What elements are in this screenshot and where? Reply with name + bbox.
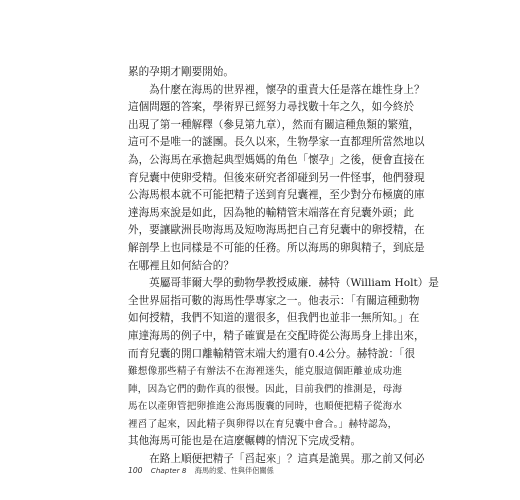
chapter-label: Chapter 8 — [150, 466, 187, 475]
text-line: 在路上順便把精子「舀起來」？這真是詭異。那之前又何必 — [128, 453, 425, 466]
text-line: 馬在以產卵管把卵推進公海馬腹囊的同時，也順便把精子從海水 — [128, 401, 403, 413]
text-line: 這個問題的答案，學術界已經努力尋找數十年之久，如今終於 — [128, 101, 415, 114]
body-text — [128, 64, 439, 469]
chapter-title: 海馬的愛、性與伴侶關係 — [194, 466, 274, 475]
text-line: 陣，因為它們的動作真的很慢。因此，目前我們的推測是，母海 — [128, 383, 403, 395]
text-line: 英屬哥菲爾大學的動物學教授威廉．赫特（William Holt）是 — [128, 277, 439, 290]
text-line: 解剖學上也同樣是不可能的任務。所以海馬的卵與精子，到底是 — [128, 241, 425, 254]
text-line: 而育兒囊的開口離輸精管末端大約還有0.4公分。赫特說：「很 — [128, 347, 415, 360]
text-line: 累的孕期才剛要開始。 — [128, 66, 234, 78]
text-line: 在哪裡且如何結合的？ — [128, 259, 234, 272]
text-line: 這可不是唯一的謎團。長久以來，生物學家一直都理所當然地以 — [128, 136, 425, 149]
text-line: 達海馬來說是如此，因為牠的輸精管末端落在育兒囊外頭；此 — [128, 206, 415, 219]
text-line: 庫達海馬的例子中，精子確實是在交配時從公海馬身上排出來， — [128, 329, 425, 342]
text-line: 裡舀了起來，因此精子與卵得以在育兒囊中會合。」赫特認為， — [128, 418, 398, 430]
text-line: 為什麼在海馬的世界裡，懷孕的重責大任是落在雄性身上？ — [128, 83, 425, 96]
text-line: 出現了第一種解釋（參見第九章），然而有關這種魚類的繁殖， — [128, 118, 420, 131]
text-line: 如何授精，我們不知道的還很多，但我們也並非一無所知。」在 — [128, 312, 420, 325]
text-line: 公海馬根本就不可能把精子送到育兒囊裡，至少對分布極廣的庫 — [128, 189, 425, 202]
page-number: 100 — [128, 466, 143, 475]
text-line: 外，要讓歐洲長吻海馬及短吻海馬把自己育兒囊中的卵授精，在 — [128, 224, 425, 237]
text-line: 為，公海馬在承擔起典型媽媽的角色「懷孕」之後，便會直接在 — [128, 153, 425, 166]
text-line: 其他海馬可能也是在這麼輾轉的情況下完成受精。 — [128, 435, 362, 448]
page-footer — [128, 466, 280, 476]
text-line: 育兒囊中使卵受精。但後來研究者卻碰到另一件怪事，他們發現 — [128, 171, 425, 184]
text-line: 全世界屈指可數的海馬性學專家之一。他表示：「有關這種動物 — [128, 294, 420, 307]
text-line: 難想像那些精子有辦法不在海裡迷失，能克服這個距離並成功進 — [128, 366, 403, 378]
